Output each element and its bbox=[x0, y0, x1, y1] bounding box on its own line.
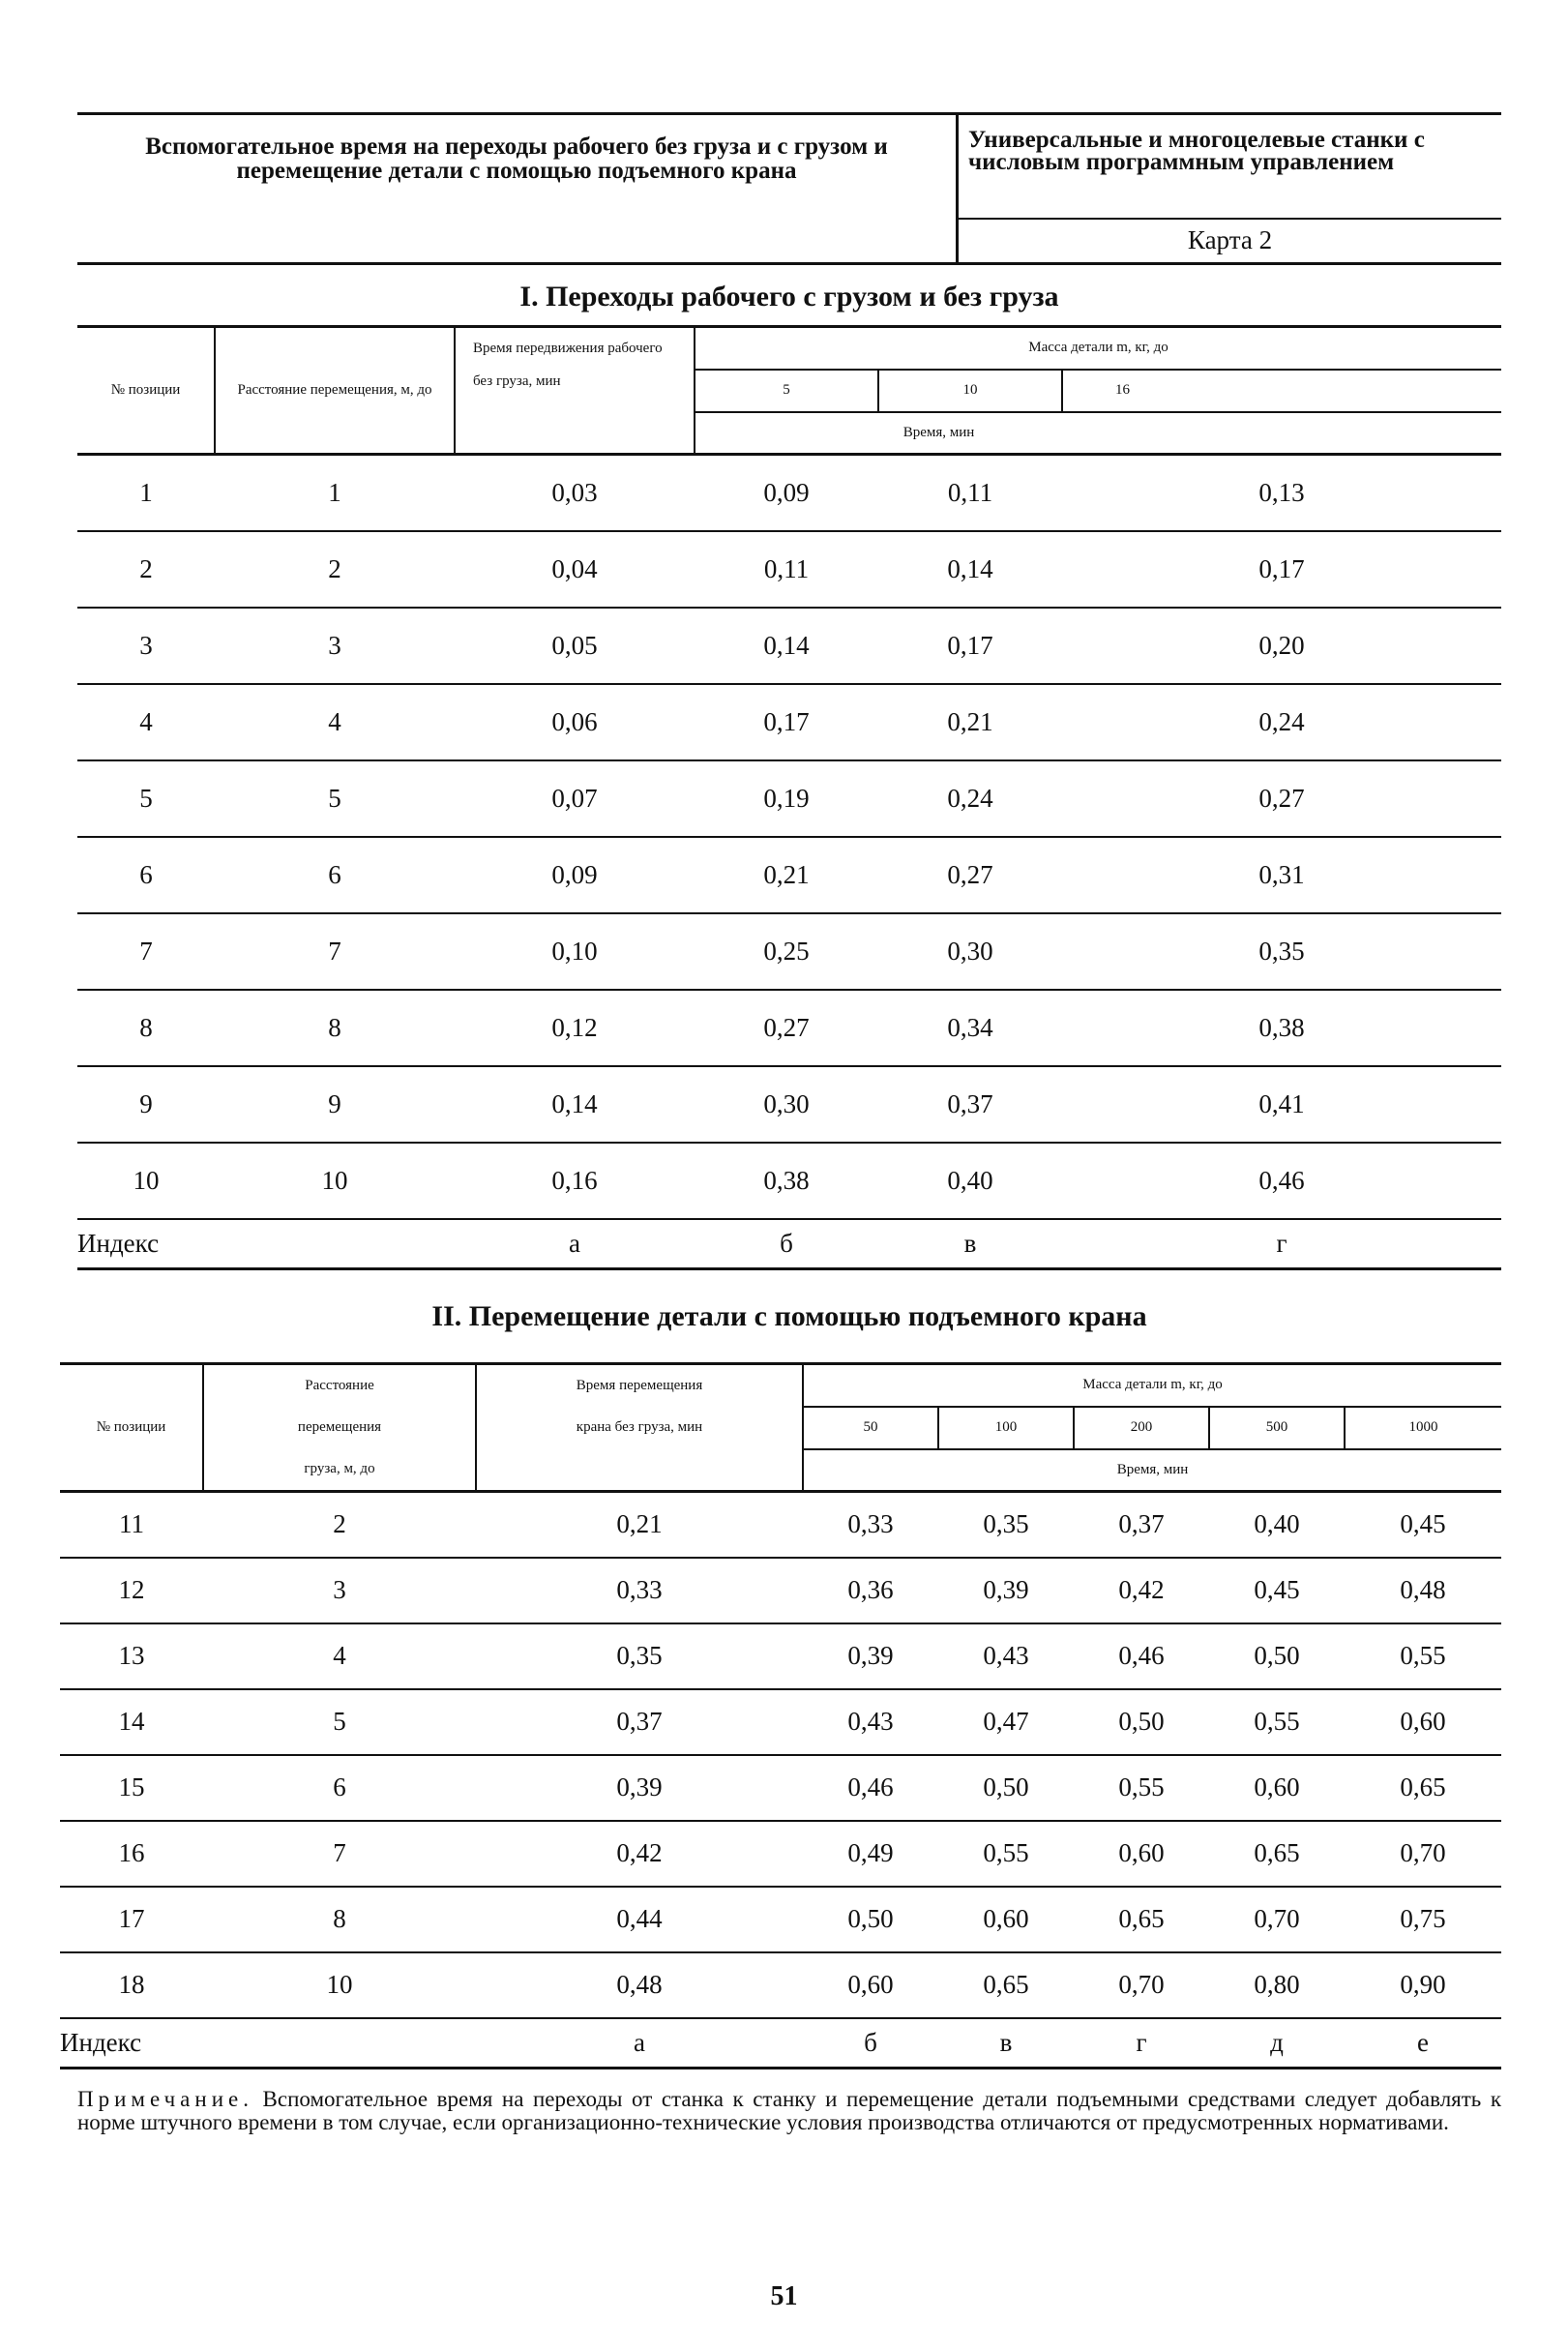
table-cell: 0,16 bbox=[455, 1143, 695, 1219]
table-cell: 12 bbox=[60, 1558, 203, 1623]
table-cell: 5 bbox=[203, 1689, 476, 1755]
table-cell: 0,11 bbox=[695, 531, 878, 608]
table-cell: 0,10 bbox=[455, 913, 695, 990]
table-cell: 0,17 bbox=[1062, 531, 1501, 608]
table-cell: 0,39 bbox=[803, 1623, 938, 1689]
table-cell: 0,60 bbox=[803, 1952, 938, 2018]
table-cell: 8 bbox=[215, 990, 455, 1066]
section2-mass-header: Масса детали m, кг, до bbox=[803, 1364, 1501, 1407]
section1-time-label: Время, мин bbox=[695, 412, 1501, 455]
table-cell: 10 bbox=[77, 1143, 215, 1219]
table-cell: 18 bbox=[60, 1952, 203, 2018]
section2-time-label: Время, мин bbox=[803, 1449, 1501, 1492]
table-cell: 9 bbox=[77, 1066, 215, 1143]
index-value: а bbox=[455, 1219, 695, 1269]
table-cell: 0,37 bbox=[1074, 1492, 1209, 1558]
section2-col-pos: № позиции bbox=[60, 1364, 203, 1492]
note-label: Примечание. bbox=[77, 2087, 253, 2111]
section1-col-dist: Расстояние перемещения, м, до bbox=[215, 327, 455, 455]
table-cell: 2 bbox=[77, 531, 215, 608]
index-row bbox=[77, 1219, 1501, 1269]
table-cell: 0,43 bbox=[938, 1623, 1074, 1689]
table-cell: 0,47 bbox=[938, 1689, 1074, 1755]
table-cell: 0,03 bbox=[455, 455, 695, 531]
table-cell: 17 bbox=[60, 1887, 203, 1952]
table-cell: 0,45 bbox=[1345, 1492, 1501, 1558]
table-cell: 0,30 bbox=[878, 913, 1062, 990]
table-cell: 0,55 bbox=[938, 1821, 1074, 1887]
table-cell: 7 bbox=[77, 913, 215, 990]
table-cell: 0,55 bbox=[1345, 1623, 1501, 1689]
section2-col-time-line2: крана без груза, мин bbox=[476, 1407, 803, 1449]
table-cell: 0,12 bbox=[455, 990, 695, 1066]
table-cell: 0,31 bbox=[1062, 837, 1501, 913]
table-row bbox=[60, 1952, 1501, 2018]
table-cell: 3 bbox=[215, 608, 455, 684]
table-cell: 9 bbox=[215, 1066, 455, 1143]
table-cell: 0,14 bbox=[878, 531, 1062, 608]
table-cell: 0,46 bbox=[803, 1755, 938, 1821]
table-cell: 0,40 bbox=[1209, 1492, 1345, 1558]
table-cell: 0,43 bbox=[803, 1689, 938, 1755]
index-value: е bbox=[1345, 2018, 1501, 2069]
table-cell: 15 bbox=[60, 1755, 203, 1821]
table-row bbox=[60, 1755, 1501, 1821]
section2-col-dist-line2: перемещения bbox=[203, 1407, 476, 1449]
table-cell: 0,09 bbox=[455, 837, 695, 913]
table-cell: 0,48 bbox=[476, 1952, 803, 2018]
table-cell: 0,48 bbox=[1345, 1558, 1501, 1623]
table-cell: 4 bbox=[215, 684, 455, 760]
table-cell: 0,90 bbox=[1345, 1952, 1501, 2018]
table-cell: 0,34 bbox=[878, 990, 1062, 1066]
table-cell: 0,50 bbox=[1074, 1689, 1209, 1755]
table-row bbox=[60, 1558, 1501, 1623]
table-cell: 14 bbox=[60, 1689, 203, 1755]
index-value: г bbox=[1074, 2018, 1209, 2069]
table-cell: 0,04 bbox=[455, 531, 695, 608]
table-cell: 0,24 bbox=[1062, 684, 1501, 760]
index-value: в bbox=[938, 2018, 1074, 2069]
table-cell: 5 bbox=[215, 760, 455, 837]
table-cell: 0,65 bbox=[938, 1952, 1074, 2018]
index-value: б bbox=[695, 1219, 878, 1269]
table-cell: 0,60 bbox=[1345, 1689, 1501, 1755]
table-cell: 5 bbox=[77, 760, 215, 837]
table-cell: 0,33 bbox=[476, 1558, 803, 1623]
table-cell: 0,50 bbox=[1209, 1623, 1345, 1689]
table-cell: 0,05 bbox=[455, 608, 695, 684]
section2-mass-200: 200 bbox=[1074, 1407, 1209, 1449]
index-value: г bbox=[1062, 1219, 1501, 1269]
index-value: б bbox=[803, 2018, 938, 2069]
table-cell: 0,46 bbox=[1074, 1623, 1209, 1689]
table-cell: 0,27 bbox=[695, 990, 878, 1066]
table-cell: 0,42 bbox=[1074, 1558, 1209, 1623]
table-cell: 0,19 bbox=[695, 760, 878, 837]
index-label: Индекс bbox=[60, 2018, 476, 2069]
section1-table bbox=[77, 325, 1501, 1270]
table-cell: 1 bbox=[215, 455, 455, 531]
table-cell: 8 bbox=[203, 1887, 476, 1952]
table-cell: 13 bbox=[60, 1623, 203, 1689]
table-cell: 2 bbox=[215, 531, 455, 608]
table-cell: 0,40 bbox=[878, 1143, 1062, 1219]
table-row bbox=[77, 913, 1501, 990]
table-cell: 0,65 bbox=[1345, 1755, 1501, 1821]
table-row bbox=[60, 1492, 1501, 1558]
table-cell: 10 bbox=[203, 1952, 476, 2018]
header-left-title: Вспомогательное время на переходы рабочего без груза и с грузом и перемещение детали с помощью подъемного крана bbox=[145, 134, 888, 184]
table-cell: 0,60 bbox=[1074, 1821, 1209, 1887]
section2-mass-50: 50 bbox=[803, 1407, 938, 1449]
table-cell: 4 bbox=[203, 1623, 476, 1689]
table-cell: 0,17 bbox=[695, 684, 878, 760]
table-cell: 0,55 bbox=[1074, 1755, 1209, 1821]
table-cell: 0,50 bbox=[938, 1755, 1074, 1821]
table-cell: 0,75 bbox=[1345, 1887, 1501, 1952]
table-cell: 2 bbox=[203, 1492, 476, 1558]
header-right-cell bbox=[959, 115, 1501, 262]
card-header bbox=[77, 112, 1501, 265]
table-cell: 1 bbox=[77, 455, 215, 531]
section2-header-row bbox=[60, 1364, 1501, 1407]
table-cell: 0,36 bbox=[803, 1558, 938, 1623]
table-cell: 0,07 bbox=[455, 760, 695, 837]
section1-col-time-line2: без груза, мин bbox=[455, 370, 695, 455]
table-cell: 3 bbox=[203, 1558, 476, 1623]
table-cell: 6 bbox=[215, 837, 455, 913]
section1-mass-5: 5 bbox=[695, 370, 878, 412]
table-cell: 0,50 bbox=[803, 1887, 938, 1952]
table-cell: 0,37 bbox=[878, 1066, 1062, 1143]
table-cell: 10 bbox=[215, 1143, 455, 1219]
table-cell: 4 bbox=[77, 684, 215, 760]
table-cell: 0,70 bbox=[1074, 1952, 1209, 2018]
table-cell: 6 bbox=[203, 1755, 476, 1821]
table-cell: 0,45 bbox=[1209, 1558, 1345, 1623]
table-row bbox=[77, 1143, 1501, 1219]
index-label: Индекс bbox=[77, 1219, 455, 1269]
table-row bbox=[77, 531, 1501, 608]
table-row bbox=[60, 1887, 1501, 1952]
table-cell: 0,06 bbox=[455, 684, 695, 760]
table-cell: 0,27 bbox=[878, 837, 1062, 913]
table-cell: 0,30 bbox=[695, 1066, 878, 1143]
table-cell: 0,60 bbox=[1209, 1755, 1345, 1821]
table-cell: 8 bbox=[77, 990, 215, 1066]
card-number: Карта 2 bbox=[1187, 225, 1273, 254]
table-cell: 0,24 bbox=[878, 760, 1062, 837]
header-left-cell bbox=[77, 115, 959, 262]
table-row bbox=[77, 455, 1501, 531]
section1-mass-header: Масса детали m, кг, до bbox=[695, 327, 1501, 370]
table-cell: 0,14 bbox=[455, 1066, 695, 1143]
table-cell: 0,25 bbox=[695, 913, 878, 990]
table-cell: 7 bbox=[203, 1821, 476, 1887]
table-row bbox=[60, 1821, 1501, 1887]
index-value: д bbox=[1209, 2018, 1345, 2069]
table-cell: 0,37 bbox=[476, 1689, 803, 1755]
section1-header-row bbox=[77, 327, 1501, 370]
table-cell: 0,11 bbox=[878, 455, 1062, 531]
section2-col-dist-line1: Расстояние bbox=[203, 1364, 476, 1407]
note-paragraph bbox=[77, 2088, 1501, 2134]
table-cell: 0,65 bbox=[1074, 1887, 1209, 1952]
section2-col-dist-line3: груза, м, до bbox=[203, 1449, 476, 1492]
table-cell: 0,13 bbox=[1062, 455, 1501, 531]
table-row bbox=[77, 608, 1501, 684]
table-cell: 0,39 bbox=[938, 1558, 1074, 1623]
table-cell: 0,39 bbox=[476, 1755, 803, 1821]
table-cell: 6 bbox=[77, 837, 215, 913]
table-cell: 0,65 bbox=[1209, 1821, 1345, 1887]
section2-table bbox=[60, 1362, 1501, 2069]
table-row bbox=[77, 760, 1501, 837]
table-cell: 0,09 bbox=[695, 455, 878, 531]
table-cell: 0,21 bbox=[695, 837, 878, 913]
table-cell: 0,35 bbox=[1062, 913, 1501, 990]
table-row bbox=[77, 684, 1501, 760]
table-row bbox=[60, 1623, 1501, 1689]
table-cell: 0,70 bbox=[1209, 1887, 1345, 1952]
table-cell: 0,49 bbox=[803, 1821, 938, 1887]
table-cell: 0,60 bbox=[938, 1887, 1074, 1952]
table-cell: 0,80 bbox=[1209, 1952, 1345, 2018]
table-row bbox=[77, 837, 1501, 913]
table-cell: 11 bbox=[60, 1492, 203, 1558]
table-row bbox=[60, 1689, 1501, 1755]
table-cell: 0,21 bbox=[878, 684, 1062, 760]
header-right-title: Универсальные и многоцелевые станки с числовым программным управлением bbox=[968, 127, 1425, 175]
table-cell: 0,70 bbox=[1345, 1821, 1501, 1887]
header-divider bbox=[959, 218, 1501, 220]
section2-col-time-line1: Время перемещения bbox=[476, 1364, 803, 1407]
section2-mass-1000: 1000 bbox=[1345, 1407, 1501, 1449]
section2-title: II. Перемещение детали с помощью подъемного крана bbox=[431, 1300, 1147, 1332]
table-cell: 0,27 bbox=[1062, 760, 1501, 837]
table-cell: 3 bbox=[77, 608, 215, 684]
note-text: Вспомогательное время на переходы от станка к станку и перемещение детали подъемными средствами следует добавлять к норме штучного времени в том случае, если организационно-технические условия производства отличаются от предусмотренных нормативами. bbox=[77, 2087, 1502, 2134]
table-cell: 0,33 bbox=[803, 1492, 938, 1558]
table-cell: 0,55 bbox=[1209, 1689, 1345, 1755]
table-cell: 0,41 bbox=[1062, 1066, 1501, 1143]
table-cell: 16 bbox=[60, 1821, 203, 1887]
table-cell: 0,35 bbox=[476, 1623, 803, 1689]
section1-mass-16: 16 bbox=[1062, 370, 1501, 412]
index-value: в bbox=[878, 1219, 1062, 1269]
section2-mass-500: 500 bbox=[1209, 1407, 1345, 1449]
table-cell: 0,38 bbox=[695, 1143, 878, 1219]
table-cell: 7 bbox=[215, 913, 455, 990]
table-cell: 0,38 bbox=[1062, 990, 1501, 1066]
table-cell: 0,46 bbox=[1062, 1143, 1501, 1219]
section1-mass-10: 10 bbox=[878, 370, 1062, 412]
page-number: 51 bbox=[770, 2281, 798, 2311]
index-value: а bbox=[476, 2018, 803, 2069]
table-row bbox=[77, 990, 1501, 1066]
table-cell: 0,44 bbox=[476, 1887, 803, 1952]
table-cell: 0,17 bbox=[878, 608, 1062, 684]
table-cell: 0,21 bbox=[476, 1492, 803, 1558]
section1-title: I. Переходы рабочего с грузом и без груза bbox=[519, 281, 1059, 313]
section2-mass-100: 100 bbox=[938, 1407, 1074, 1449]
table-row bbox=[77, 1066, 1501, 1143]
table-cell: 0,14 bbox=[695, 608, 878, 684]
index-row bbox=[60, 2018, 1501, 2069]
section1-col-time-line1: Время передвижения рабочего bbox=[455, 327, 695, 370]
table-cell: 0,35 bbox=[938, 1492, 1074, 1558]
table-cell: 0,42 bbox=[476, 1821, 803, 1887]
table-cell: 0,20 bbox=[1062, 608, 1501, 684]
section1-col-pos: № позиции bbox=[77, 327, 215, 455]
